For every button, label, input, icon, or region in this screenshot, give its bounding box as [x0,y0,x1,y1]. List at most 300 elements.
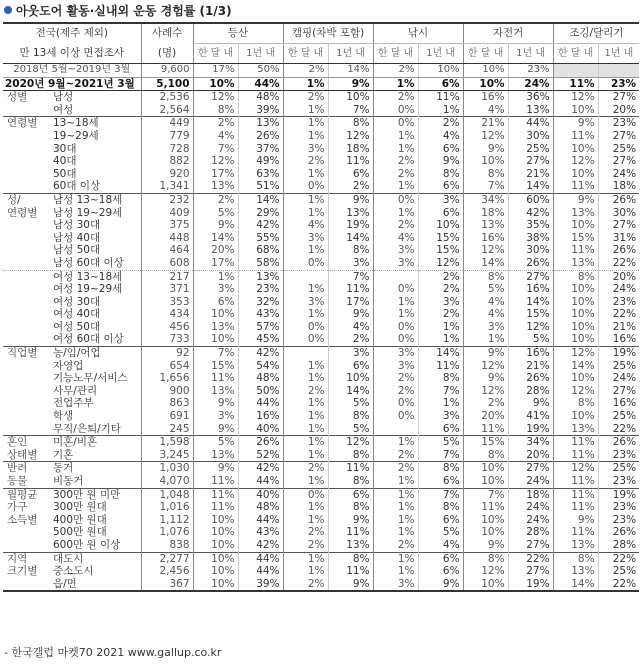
value-cell: 6% [418,423,463,436]
reference-n: 9,600 [141,64,193,78]
row-n: 409 [141,207,193,220]
value-cell: 25% [598,462,639,475]
value-cell: 5% [328,397,373,410]
group-label [3,397,47,410]
header-sub-year: 1년 내 [598,44,639,64]
value-cell: 8% [193,104,238,117]
total-cell: 44% [238,77,283,91]
value-cell: 0% [283,180,328,193]
value-cell: 9% [553,514,598,527]
value-cell: 6% [328,168,373,181]
row-label: 30대 [53,142,77,155]
group-label [3,270,47,283]
value-cell: 21% [598,321,639,334]
value-cell: 16% [463,232,508,245]
table-row [3,168,639,181]
row-n: 2,277 [141,552,193,565]
value-cell: 11% [553,475,598,488]
value-cell: 24% [508,475,553,488]
value-cell: 7% [193,347,238,360]
row-label: 남성 50대 [53,244,101,257]
header-sub-month: 한 달 내 [373,44,418,64]
value-cell: 5% [193,436,238,449]
table-row [3,539,639,552]
row-label: 남성 [53,91,74,104]
value-cell: 3% [418,296,463,309]
value-cell: 1% [283,117,328,130]
table-row [3,232,639,245]
table-row [3,244,639,257]
value-cell: 0% [373,283,418,296]
value-cell: 6% [418,552,463,565]
row-n: 608 [141,257,193,270]
value-cell: 15% [193,360,238,373]
value-cell: 27% [508,462,553,475]
value-cell [373,423,418,436]
value-cell: 15% [463,436,508,449]
table-row [3,155,639,168]
value-cell: 13% [553,257,598,270]
value-cell: 3% [463,321,508,334]
value-cell: 7% [193,143,238,156]
row-n: 456 [141,321,193,334]
row-n: 92 [141,347,193,360]
value-cell: 3% [418,193,463,206]
value-cell: 0% [373,104,418,117]
row-n: 2,456 [141,565,193,578]
table-row [3,360,639,373]
value-cell: 2% [283,526,328,539]
value-cell: 10% [193,539,238,552]
value-cell: 40% [238,488,283,501]
value-cell: 5% [193,207,238,220]
value-cell: 21% [463,117,508,130]
group-label: 연령별 [7,206,38,219]
value-cell: 11% [553,449,598,462]
value-cell: 27% [508,155,553,168]
value-cell: 2% [373,372,418,385]
header-group-camping: 캠핑(차박 포함) [283,23,373,44]
value-cell: 2% [463,397,508,410]
value-cell: 1% [283,207,328,220]
value-cell: 11% [463,423,508,436]
value-cell: 34% [463,193,508,206]
value-cell: 30% [508,130,553,143]
value-cell: 1% [373,552,418,565]
value-cell: 16% [598,397,639,410]
total-cell: 11% [553,77,598,91]
value-cell: 12% [463,244,508,257]
value-cell: 12% [328,436,373,449]
value-cell: 42% [238,219,283,232]
value-cell: 22% [598,578,639,592]
row-label: 중소도시 [53,565,94,578]
value-cell: 26% [598,526,639,539]
row-n: 1,016 [141,501,193,514]
value-cell: 13% [193,321,238,334]
value-cell: 14% [238,193,283,206]
value-cell: 1% [283,283,328,296]
bullet-icon [4,6,12,14]
value-cell: 11% [553,436,598,449]
value-cell: 20% [598,270,639,283]
value-cell: 8% [328,117,373,130]
value-cell: 3% [283,143,328,156]
value-cell: 9% [418,578,463,592]
value-cell: 10% [553,143,598,156]
total-cell: 10% [193,77,238,91]
table-row [3,219,639,232]
value-cell: 14% [328,385,373,398]
value-cell: 8% [553,270,598,283]
value-cell: 1% [373,526,418,539]
row-label: 500만 원대 [53,526,107,539]
row-n: 245 [141,423,193,436]
value-cell: 54% [238,360,283,373]
value-cell: 27% [598,130,639,143]
value-cell: 27% [508,270,553,283]
value-cell: 27% [598,91,639,104]
reference-cell: 14% [328,64,373,78]
table-row [3,475,639,488]
value-cell: 1% [283,410,328,423]
value-cell: 5% [418,526,463,539]
value-cell: 10% [328,91,373,104]
row-n: 882 [141,155,193,168]
value-cell: 2% [283,91,328,104]
value-cell: 1% [373,501,418,514]
value-cell: 8% [418,372,463,385]
value-cell: 12% [553,155,598,168]
value-cell: 8% [418,501,463,514]
row-n: 1,030 [141,462,193,475]
value-cell: 10% [193,526,238,539]
value-cell: 7% [418,449,463,462]
value-cell: 13% [238,117,283,130]
table-row [3,410,639,423]
value-cell: 6% [418,565,463,578]
value-cell: 13% [553,539,598,552]
value-cell: 4% [328,321,373,334]
row-label: 60대 이상 [53,180,101,193]
value-cell: 44% [238,397,283,410]
row-n: 900 [141,385,193,398]
value-cell: 9% [508,397,553,410]
row-n: 2,536 [141,91,193,104]
reference-cell: 10% [418,64,463,78]
value-cell: 58% [238,257,283,270]
value-cell: 30% [508,244,553,257]
group-label [3,360,47,373]
total-row [3,77,639,91]
value-cell: 13% [328,207,373,220]
value-cell: 1% [283,475,328,488]
value-cell: 44% [238,514,283,527]
value-cell: 2% [283,385,328,398]
value-cell: 10% [553,219,598,232]
value-cell: 0% [373,321,418,334]
value-cell: 19% [508,578,553,592]
total-cell: 1% [373,77,418,91]
value-cell: 12% [418,257,463,270]
value-cell: 10% [553,333,598,346]
value-cell: 6% [418,143,463,156]
header-n-label: 사례수 [141,23,193,44]
group-label: 직업별 [3,347,47,360]
value-cell: 3% [193,410,238,423]
value-cell: 23% [598,514,639,527]
value-cell: 11% [193,501,238,514]
value-cell: 3% [373,257,418,270]
value-cell: 2% [328,333,373,346]
value-cell: 35% [508,219,553,232]
value-cell: 9% [463,143,508,156]
value-cell: 36% [508,91,553,104]
value-cell: 19% [508,423,553,436]
value-cell: 10% [328,372,373,385]
row-n: 1,076 [141,526,193,539]
value-cell: 7% [418,488,463,501]
value-cell: 11% [418,360,463,373]
row-n: 1,341 [141,180,193,193]
value-cell: 11% [553,526,598,539]
value-cell: 43% [238,308,283,321]
row-label: 무직/은퇴/기타 [53,422,121,435]
value-cell: 1% [283,360,328,373]
table-row [3,193,639,206]
reference-cell: 10% [463,64,508,78]
value-cell: 12% [553,347,598,360]
row-n: 733 [141,333,193,346]
value-cell: 1% [373,565,418,578]
value-cell: 20% [508,449,553,462]
table-row [3,501,639,514]
table-row [3,321,639,334]
value-cell: 7% [328,270,373,283]
value-cell: 28% [508,385,553,398]
value-cell: 14% [553,578,598,592]
row-label: 여성 40대 [53,308,101,321]
value-cell: 24% [598,168,639,181]
header-group-hiking: 등산 [193,23,283,44]
value-cell: 13% [193,449,238,462]
table-row [3,130,639,143]
value-cell: 1% [283,397,328,410]
table-row [3,104,639,117]
row-n: 434 [141,308,193,321]
group-label [3,423,47,436]
row-label: 동거 [47,462,141,475]
value-cell: 1% [283,130,328,143]
total-cell: 9% [328,77,373,91]
value-cell: 42% [238,462,283,475]
header-group-fishing: 낚시 [373,23,463,44]
value-cell: 25% [508,143,553,156]
header-sub-year: 1년 내 [328,44,373,64]
group-label [3,168,47,181]
row-n: 654 [141,360,193,373]
header-n-unit: (명) [141,44,193,64]
table-row [3,372,639,385]
row-n: 3,245 [141,449,193,462]
value-cell: 24% [598,283,639,296]
value-cell: 9% [463,347,508,360]
value-cell: 42% [508,207,553,220]
value-cell: 3% [193,283,238,296]
row-label: 300만 원대 [53,501,107,514]
row-label: 19~29세 [53,129,99,142]
value-cell: 4% [283,219,328,232]
value-cell: 55% [238,232,283,245]
row-label: 여성 30대 [53,295,101,308]
value-cell: 17% [193,168,238,181]
value-cell: 44% [238,565,283,578]
group-label [3,372,47,385]
header-sub-year: 1년 내 [238,44,283,64]
row-label: 여성 50대 [53,320,101,333]
value-cell: 39% [238,578,283,592]
value-cell: 13% [193,180,238,193]
value-cell: 10% [553,372,598,385]
value-cell: 24% [508,501,553,514]
value-cell: 9% [328,578,373,592]
reference-cell: 23% [508,64,553,78]
value-cell: 15% [508,308,553,321]
value-cell: 8% [418,462,463,475]
value-cell: 2% [193,193,238,206]
group-label [3,143,47,156]
value-cell: 37% [238,143,283,156]
value-cell: 9% [328,193,373,206]
value-cell: 1% [193,270,238,283]
value-cell: 19% [598,347,639,360]
value-cell: 23% [598,296,639,309]
value-cell: 49% [238,155,283,168]
row-label: 대도시 [47,552,141,565]
value-cell: 4% [463,308,508,321]
value-cell: 3% [328,347,373,360]
value-cell: 7% [463,180,508,193]
table-row [3,270,639,283]
value-cell: 26% [598,244,639,257]
row-n: 4,070 [141,475,193,488]
value-cell: 11% [193,372,238,385]
value-cell: 10% [553,296,598,309]
group-label [3,180,47,193]
header-group-cycling: 자전거 [463,23,553,44]
value-cell: 9% [463,539,508,552]
table-row [3,385,639,398]
reference-cell-empty [598,64,639,78]
row-n: 375 [141,219,193,232]
row-label: 400만 원대 [53,513,107,526]
row-label: 비동거 [53,475,84,487]
group-label [3,321,47,334]
value-cell: 9% [553,117,598,130]
value-cell: 9% [553,193,598,206]
value-cell: 48% [238,91,283,104]
total-cell: 24% [508,77,553,91]
group-label: 성별 [7,91,28,104]
row-n: 353 [141,296,193,309]
value-cell: 22% [598,423,639,436]
table-row [3,436,639,449]
value-cell: 3% [373,360,418,373]
row-label: 자영업 [53,359,84,372]
row-label: 300만 원 미만 [47,488,141,501]
value-cell: 0% [373,117,418,130]
value-cell: 10% [193,578,238,592]
value-cell: 44% [238,552,283,565]
value-cell: 10% [463,475,508,488]
value-cell: 16% [508,347,553,360]
value-cell: 26% [238,436,283,449]
value-cell: 1% [373,514,418,527]
value-cell: 4% [463,104,508,117]
row-n: 920 [141,168,193,181]
value-cell: 1% [373,475,418,488]
value-cell: 8% [463,270,508,283]
row-label: 50대 [53,167,77,180]
value-cell: 2% [418,283,463,296]
group-label: 크기별 [7,565,38,578]
value-cell: 34% [508,436,553,449]
value-cell: 26% [238,130,283,143]
value-cell: 10% [463,526,508,539]
value-cell: 10% [553,283,598,296]
value-cell: 12% [553,91,598,104]
value-cell: 11% [553,244,598,257]
value-cell: 2% [418,308,463,321]
value-cell: 19% [328,219,373,232]
value-cell: 20% [598,104,639,117]
value-cell: 4% [463,296,508,309]
value-cell: 24% [598,372,639,385]
value-cell: 10% [193,514,238,527]
value-cell: 1% [418,333,463,346]
value-cell: 11% [328,155,373,168]
row-label: 여성 19~29세 [53,283,123,296]
value-cell: 9% [193,423,238,436]
row-n: 1,112 [141,514,193,527]
value-cell: 9% [328,514,373,527]
row-label: 남성 19~29세 [53,206,123,219]
value-cell: 43% [238,526,283,539]
value-cell: 42% [238,539,283,552]
table-row [3,283,639,296]
report-title [4,2,232,20]
total-cell: 6% [418,77,463,91]
value-cell: 9% [193,219,238,232]
value-cell: 63% [238,168,283,181]
value-cell: 22% [508,552,553,565]
value-cell: 23% [598,501,639,514]
header-sub-year: 1년 내 [508,44,553,64]
group-label [3,219,47,232]
table-row [3,526,639,539]
value-cell: 28% [598,539,639,552]
value-cell: 12% [463,565,508,578]
value-cell: 48% [238,372,283,385]
group-label: 연령별 [3,117,47,130]
value-cell: 40% [238,423,283,436]
group-label [3,104,47,117]
value-cell: 31% [598,232,639,245]
value-cell: 11% [553,130,598,143]
row-label: 남성 40대 [53,231,101,244]
value-cell: 12% [328,130,373,143]
value-cell: 25% [598,565,639,578]
